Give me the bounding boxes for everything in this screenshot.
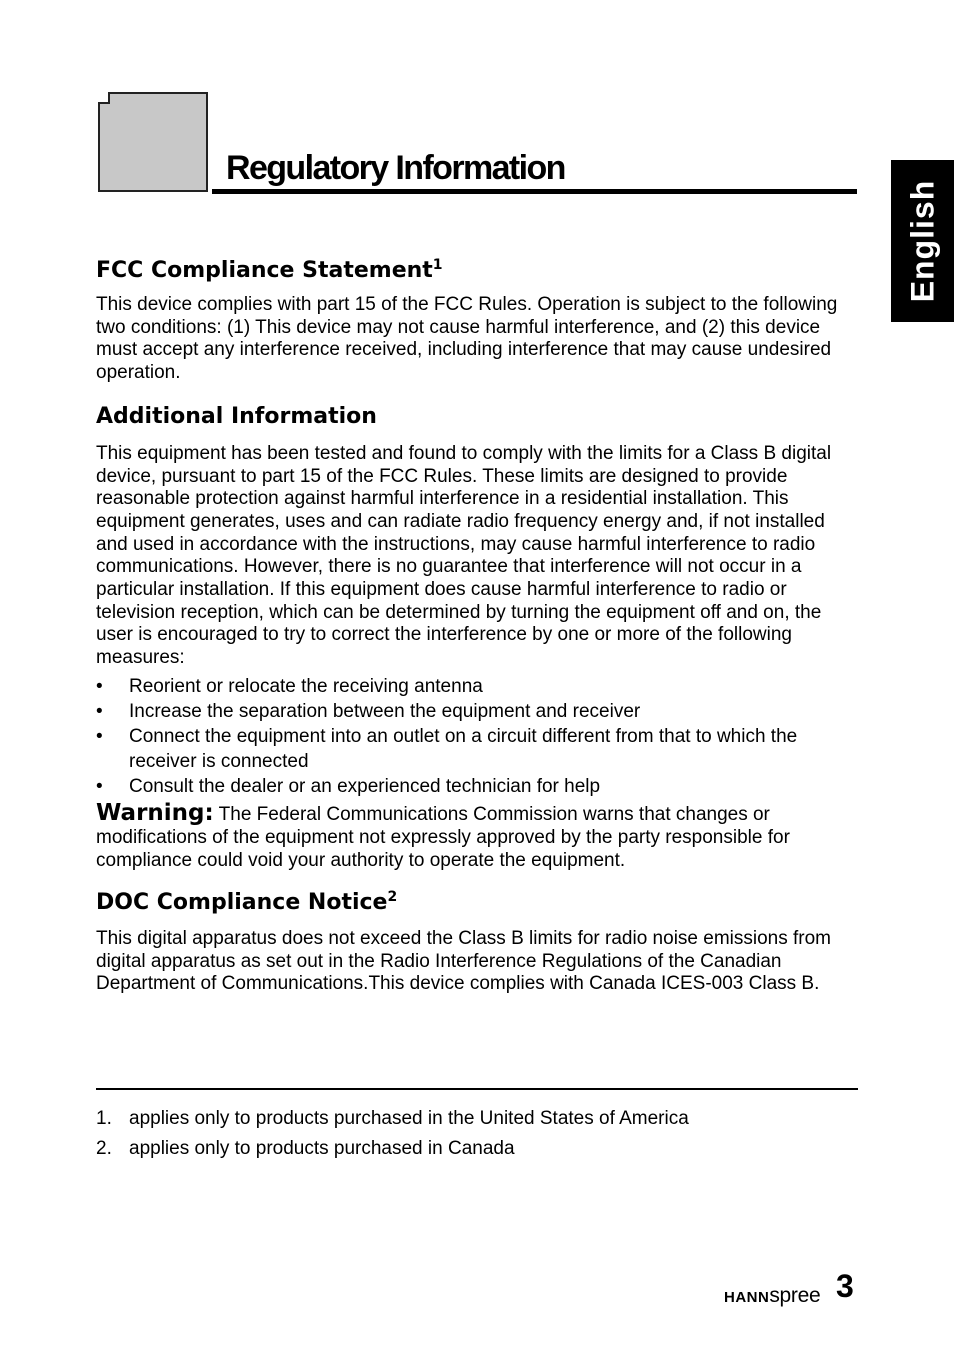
title-underline	[212, 189, 857, 194]
bullet-icon: •	[96, 675, 103, 697]
footnote-text: applies only to products purchased in Canada	[129, 1138, 515, 1159]
list-item	[96, 699, 858, 724]
doc-footnote-ref: 2	[387, 888, 398, 905]
page-title: Regulatory Information	[226, 149, 565, 187]
brand-logo-bold: HANN	[724, 1289, 770, 1306]
measures-list	[96, 674, 858, 799]
list-item	[96, 674, 858, 699]
additional-heading: Additional Information	[96, 403, 377, 429]
list-item-text: Increase the separation between the equipment and receiver	[129, 700, 641, 722]
warning-text: The Federal Communications Commission warns that changes or modifications of the equipment not expressly approved by the party responsible for compliance could void your authority to operate the equipment.	[96, 803, 790, 871]
list-item-text: Reorient or relocate the receiving antenna	[129, 675, 483, 697]
bullet-icon: •	[96, 725, 103, 747]
doc-heading-text: DOC Compliance Notice	[96, 889, 388, 915]
list-item	[96, 724, 858, 774]
doc-body: This digital apparatus does not exceed the Class B limits for radio noise emissions from digital apparatus as set out in the Radio Interference Regulations of the Canadian Department of Communications.This device complies with Canada ICES-003 Class B.	[96, 927, 832, 995]
fcc-footnote-ref: 1	[432, 257, 443, 273]
warning-paragraph	[96, 799, 858, 872]
page-number: 3	[836, 1268, 854, 1304]
warning-label: Warning:	[96, 799, 214, 826]
footnote-item	[96, 1104, 858, 1134]
footnotes	[96, 1104, 858, 1164]
footnote-number: 1.	[96, 1108, 112, 1129]
language-tab-label: English	[904, 179, 940, 303]
doc-heading	[96, 888, 858, 918]
language-tab	[891, 160, 954, 322]
footnote-text: applies only to products purchased in the United States of America	[129, 1108, 689, 1129]
list-item-text: Connect the equipment into an outlet on a circuit different from that to which the receiver is connected	[129, 725, 798, 772]
brand-logo	[724, 1284, 820, 1308]
chapter-icon-box	[98, 92, 208, 192]
footnote-item	[96, 1134, 858, 1164]
fcc-body: This device complies with part 15 of the FCC Rules. Operation is subject to the following two conditions: (1) This device may not cause harmful interference, and (2) this device must accept any interference received, including interference that may cause undesired operation.	[96, 294, 838, 384]
list-item	[96, 774, 858, 799]
main-content	[96, 256, 858, 996]
bullet-icon: •	[96, 775, 103, 797]
footnote-divider	[96, 1088, 858, 1090]
footnote-number: 2.	[96, 1138, 112, 1159]
additional-body: This equipment has been tested and found to comply with the limits for a Class B digital device, pursuant to part 15 of the FCC Rules. These limits are designed to provide reasonable protection against harmful interference in a residential installation. This equipment generates, uses and can radiate radio frequency energy and, if not installed and used in accordance with the instructions, may cause harmful interference to radio communications. However, there is no guarantee that interference will not occur in a particular installation. If this equipment does cause harmful interference to radio or television reception, which can be determined by turning the equipment off and on, the user is encouraged to try to correct the interference by one or more of the following measures:	[96, 442, 832, 669]
bullet-icon: •	[96, 700, 103, 722]
brand-logo-light: spree	[769, 1284, 821, 1307]
fcc-heading-text: FCC Compliance Statement	[96, 258, 433, 283]
list-item-text: Consult the dealer or an experienced technician for help	[129, 775, 601, 797]
chapter-icon-notch	[98, 92, 110, 104]
fcc-heading	[96, 256, 858, 286]
